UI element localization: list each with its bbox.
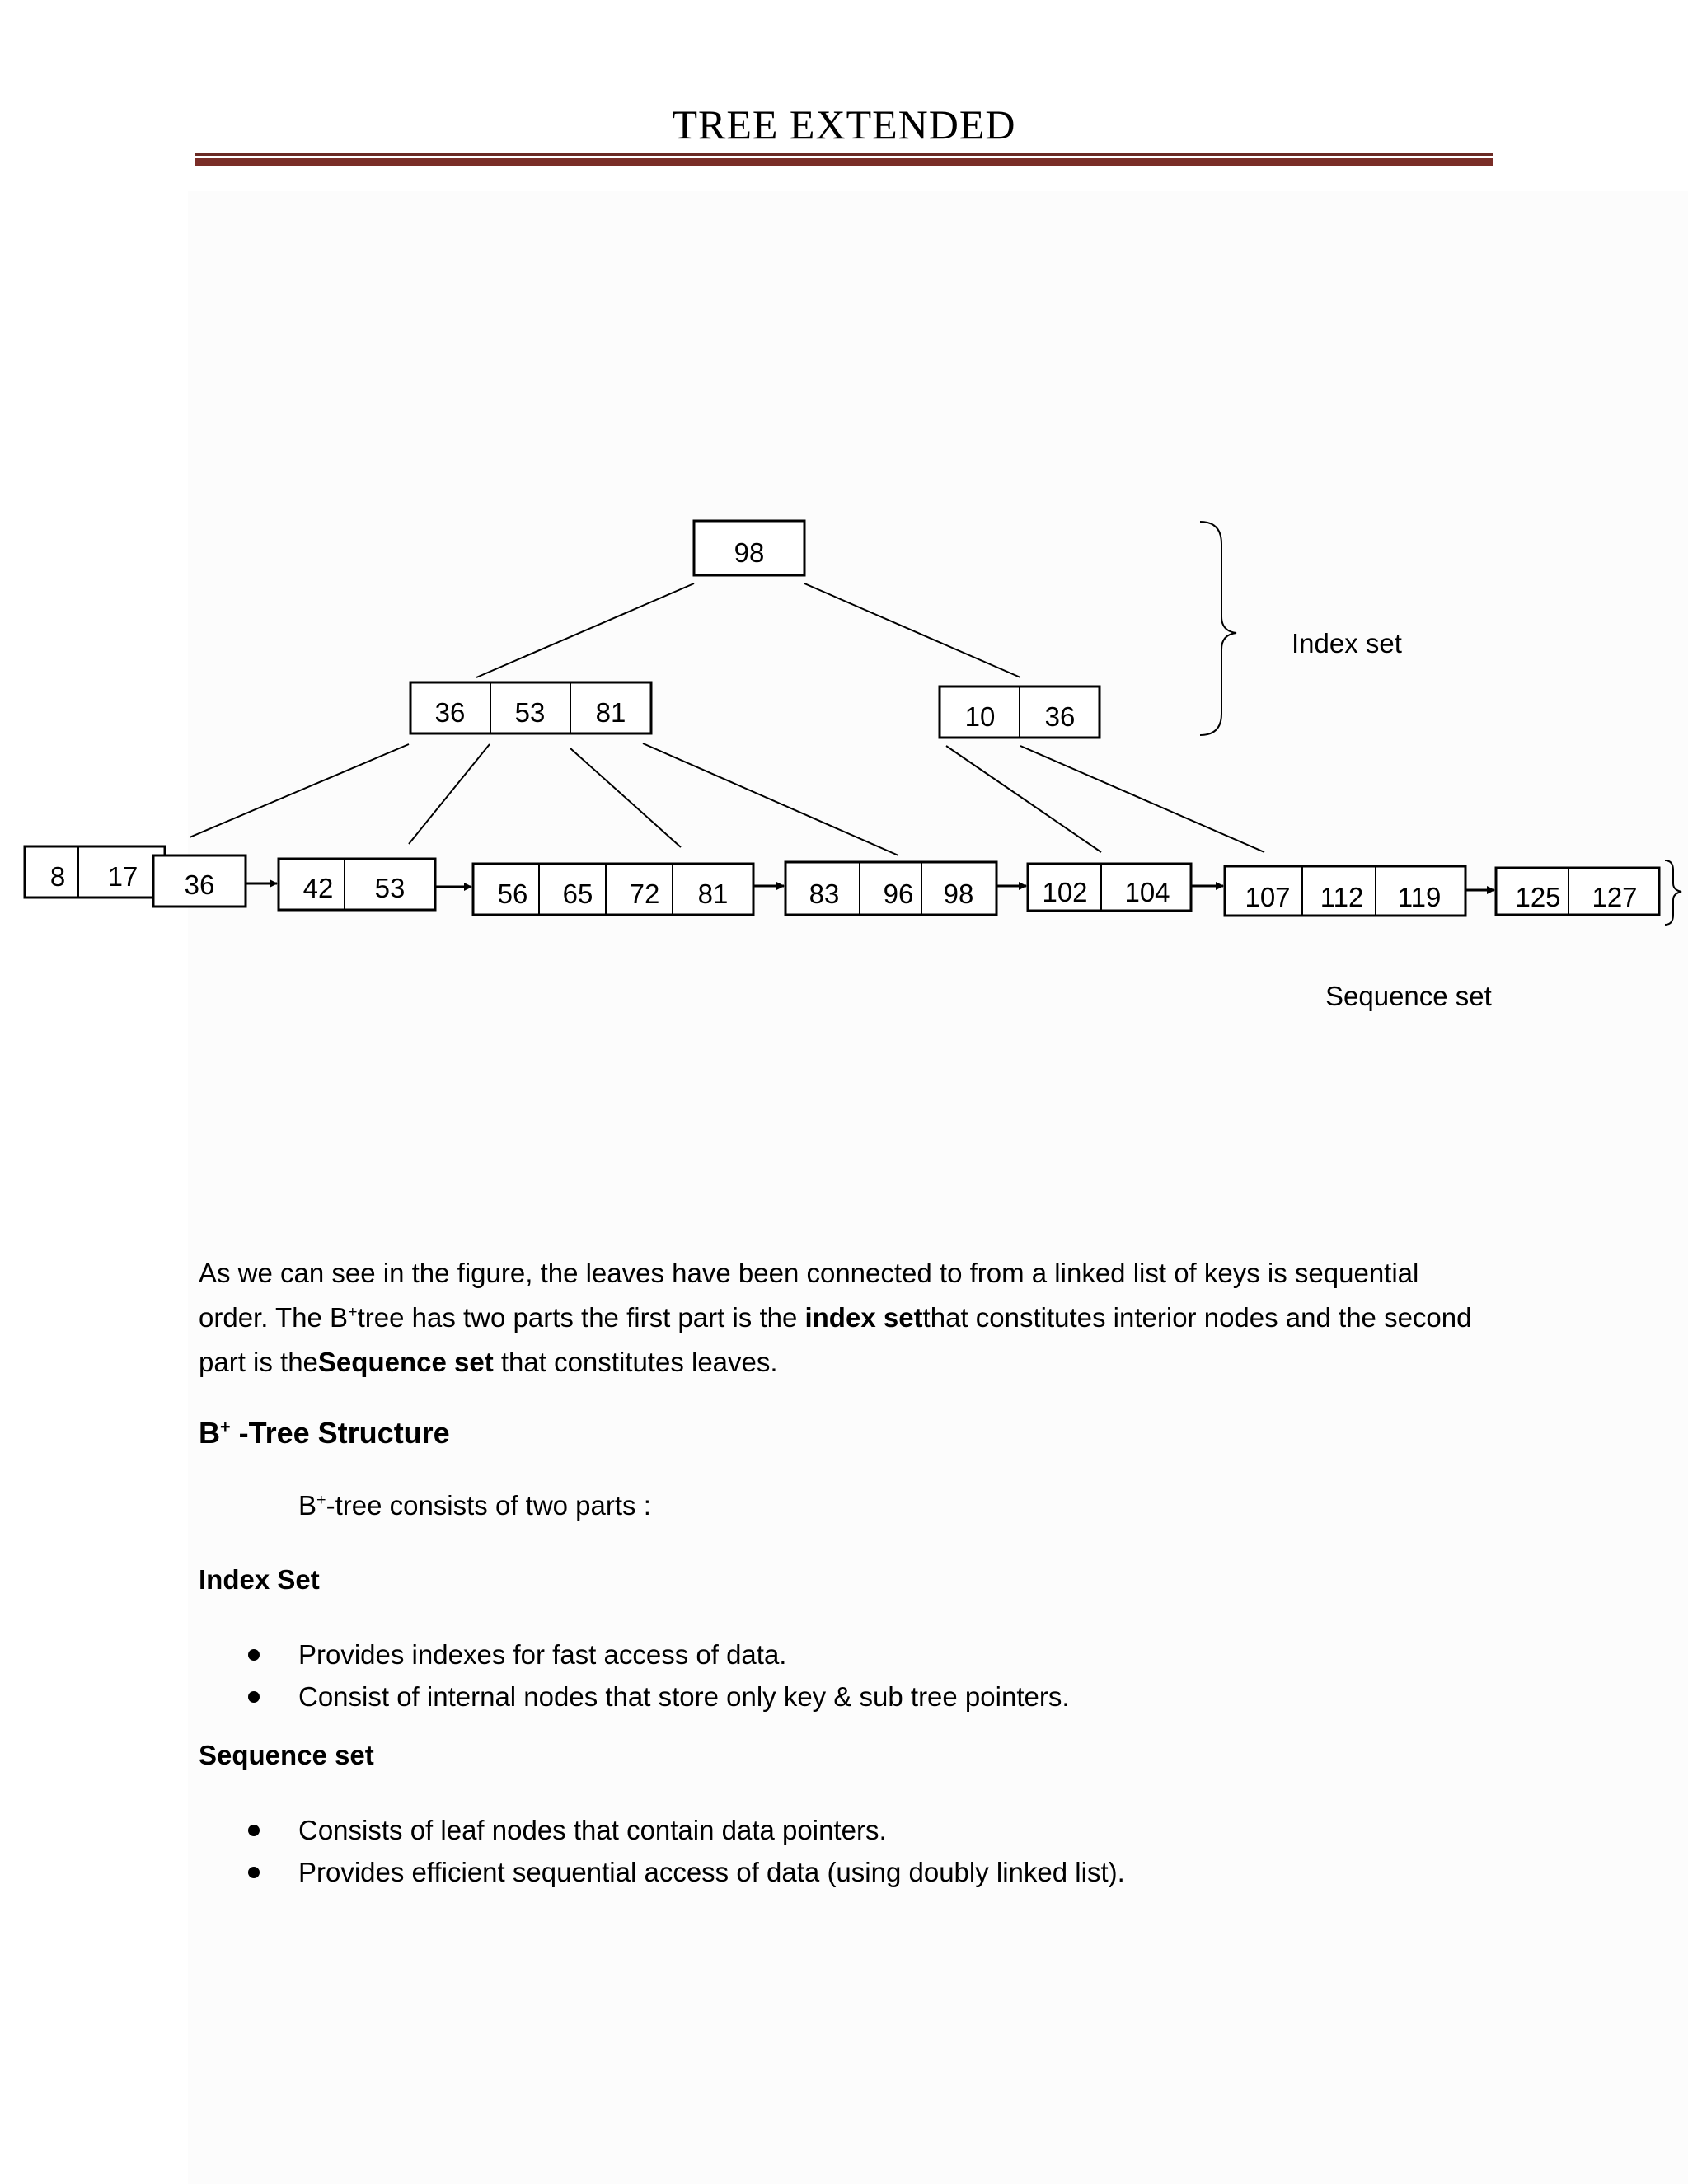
leaf-key: 65 [562,879,593,909]
node-key: 36 [1044,701,1076,732]
index-set-list [199,1633,1070,1718]
leaf-node [1028,864,1191,911]
list-item: Consists of leaf nodes that contain data pointers. [199,1809,1125,1851]
section-title: B+ -Tree Structure [199,1416,450,1450]
sequence-set-heading: Sequence set [199,1740,374,1770]
leaf-key: 56 [497,879,528,909]
leaf-key: 112 [1320,882,1364,912]
leaf-node [785,862,996,915]
leaf-key: 107 [1245,882,1291,912]
page-header-title: TREE EXTENDED [672,101,1016,148]
sequence-set-label: Sequence set [1325,981,1492,1011]
leaf-node [1496,868,1659,915]
edge-r1-leaf5 [946,746,1101,852]
index-node-left [410,682,651,733]
sequence-set-brace [1665,860,1681,925]
index-set-label: Index set [1292,628,1402,658]
leaf-node [1225,866,1465,916]
edge-l1-leaf2 [409,744,490,844]
leaf-key: 83 [809,879,840,909]
index-set-term: index set [804,1302,923,1333]
edge-l1-leaf4 [643,743,898,855]
leaf-node [279,859,435,910]
leaf-key: 96 [883,879,914,909]
index-node-right [940,687,1100,738]
edge-root-right [804,583,1020,677]
leaf-key: 17 [107,861,138,892]
header-rule-thin [195,153,1493,156]
leaf-key: 81 [697,879,729,909]
leaf-key: 72 [629,879,660,909]
intro-paragraph: As we can see in the figure, the leaves have been connected to from a linked list of keys is sequential order. The B+tree has two parts the first part is the index setthat constitutes interior nodes and the second part is theSequence set that constitutes leaves. [199,1258,1472,1377]
root-key: 98 [734,537,765,568]
node-key: 53 [514,697,546,728]
root-node [694,521,804,575]
leaf-node [473,864,753,915]
leaf-key: 98 [943,879,974,909]
edge-root-left [476,583,694,677]
node-key: 81 [595,697,626,728]
leaf-key: 53 [374,873,406,903]
leaf-node [153,855,246,907]
leaf-key: 8 [49,861,66,892]
list-item: Provides indexes for fast access of data. [199,1633,1070,1675]
index-set-brace [1200,522,1236,735]
bplus-tree-diagram [0,494,1688,1022]
leaf-key: 102 [1042,877,1088,907]
tree-edges [190,583,1264,855]
sequence-set-list [199,1809,1125,1893]
leaf-key: 36 [184,869,215,900]
sequence-set-term: Sequence set [317,1347,494,1377]
list-item: Consist of internal nodes that store only key & sub tree pointers. [199,1675,1070,1718]
section-intro: B+-tree consists of two parts : [298,1490,651,1521]
leaf-node [25,846,165,898]
edge-l1-leaf1 [190,744,409,837]
leaf-key: 125 [1515,882,1561,912]
list-item: Provides efficient sequential access of data (using doubly linked list). [199,1851,1125,1893]
leaf-key: 127 [1592,882,1638,912]
edge-l1-leaf3 [570,748,681,847]
index-set-heading: Index Set [199,1564,320,1595]
edge-r1-leaf6 [1020,746,1264,852]
leaf-key: 42 [302,873,334,903]
leaf-key: 119 [1397,882,1442,912]
header-rule-thick [195,158,1493,166]
node-key: 36 [434,697,466,728]
leaf-key: 104 [1124,877,1170,907]
node-key: 10 [964,701,996,732]
